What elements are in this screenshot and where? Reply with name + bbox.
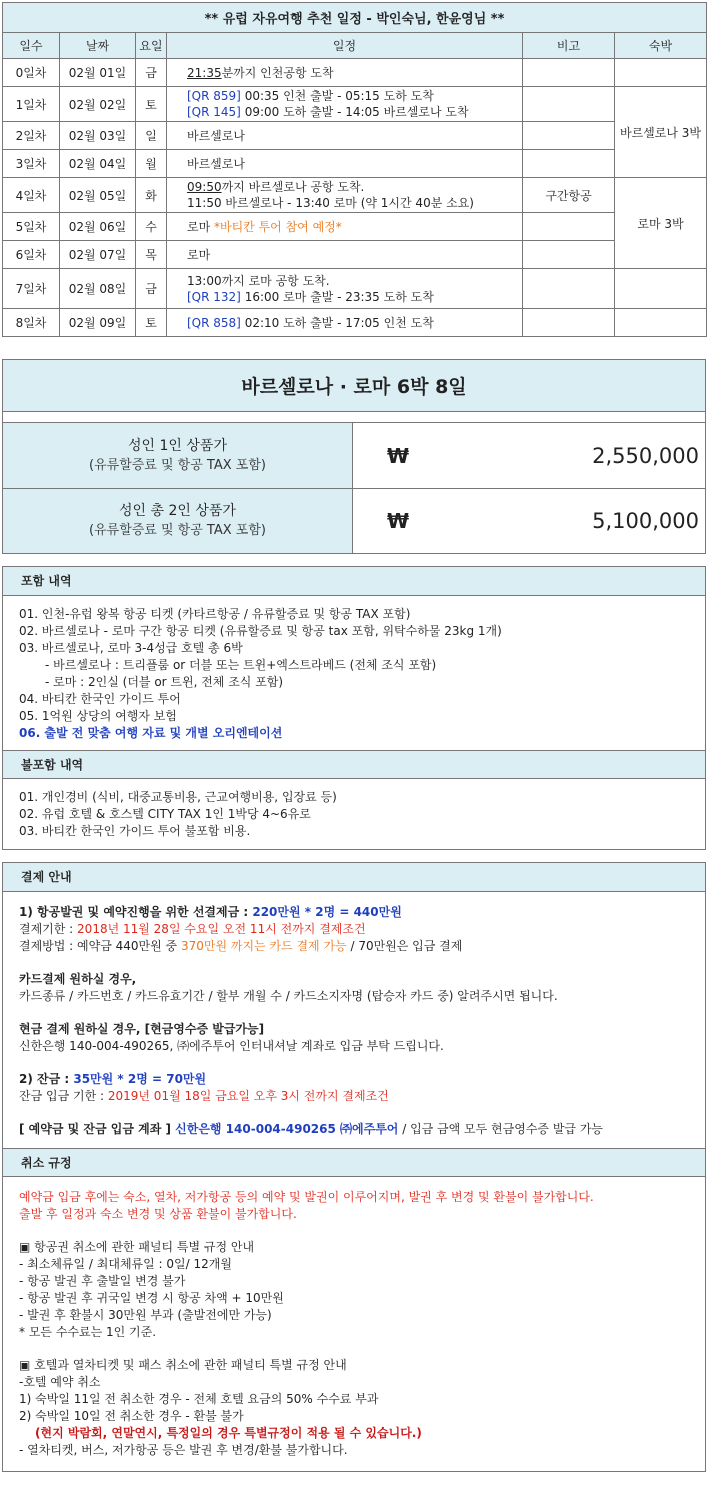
schedule-text: 00:35 인천 출발 - 05:15 도하 도착 [240,89,434,103]
cancel-heading: 취소 규정 [3,1148,705,1177]
payment-amount: 35만원 * 2명 = 70만원 [73,1072,207,1086]
payment-line [19,1121,689,1138]
date-cell: 02월 06일 [60,213,136,241]
list-item: 02. 바르셀로나 - 로마 구간 항공 티켓 (유류할증료 및 항공 tax 포함, 위탁수하물 23kg 1개) [19,624,502,638]
divider [3,412,705,423]
note-cell [523,122,615,150]
list-item: 01. 개인경비 (식비, 대중교통비용, 근교여행비용, 입장료 등) [19,790,337,804]
payment-line: 신한은행 140-004-490265, ㈜에주투어 인터내셔날 계좌로 입금 부탁 드립니다. [19,1039,444,1053]
list-item: 04. 바티칸 한국인 가이드 투어 [19,692,181,706]
cancel-line: ▣ 항공권 취소에 관한 패널티 특별 규정 안내 [19,1240,255,1254]
weekday-cell: 토 [136,309,167,337]
date-cell: 02월 07일 [60,241,136,269]
payment-amount: 220만원 * 2명 = 440만원 [252,905,402,919]
day-cell: 1일차 [3,87,60,122]
inclusions-box [2,566,706,850]
schedule-text: 02:10 도하 출발 - 17:05 인천 도착 [240,315,434,330]
list-item: - 바르셀로나 : 트리플룸 or 더블 또는 트윈+엑스트라베드 (전체 조식 포함) [45,658,437,672]
excluded-heading: 불포함 내역 [3,750,705,779]
cancel-line: - 항공 발권 후 출발일 변경 불가 [19,1274,186,1288]
price-label-main: 성인 총 2인 상품가 [119,503,236,519]
cancel-line: * 모든 수수료는 1인 기준. [19,1325,157,1339]
note-cell: 구간항공 [523,178,615,213]
flight-code: [QR 132] [187,289,241,304]
date-cell: 02월 03일 [60,122,136,150]
won-symbol: ₩ [387,509,410,533]
payment-text: / 70만원은 입금 결제 [346,939,463,953]
included-list [3,596,705,750]
stay-cell [615,269,707,309]
cancel-line: - 발권 후 환불시 30만원 부과 (출발전에만 가능) [19,1308,272,1322]
table-row [3,213,707,241]
table-row [3,269,707,309]
list-item: - 로마 : 2인실 (더블 or 트윈, 전체 조식 포함) [45,675,284,689]
weekday-cell: 일 [136,122,167,150]
price-box [2,359,706,554]
excluded-list [3,779,705,849]
flight-code: [QR 858] [187,315,241,330]
weekday-cell: 월 [136,150,167,178]
payment-text: 2) 잔금 : [19,1072,74,1086]
payment-line [19,1088,689,1105]
itinerary-title: ** 유럽 자유여행 추천 일정 - 박인숙님, 한윤영님 ** [3,3,707,33]
payment-deadline: 2019년 01월 18일 금요일 오후 3시 전까지 결제조건 [107,1089,389,1103]
payment-line: 카드종류 / 카드번호 / 카드유효기간 / 할부 개월 수 / 카드소지자명 (탑승자 카드 중) 알려주시면 됩니다. [19,989,558,1003]
day-cell: 0일차 [3,59,60,87]
day-cell: 2일차 [3,122,60,150]
note-cell [523,241,615,269]
price-row [3,488,705,553]
highlight-text: *바티칸 투어 참여 예정* [214,219,342,234]
weekday-cell: 토 [136,87,167,122]
list-item: 01. 인천-유럽 왕복 항공 티켓 (카타르항공 / 유류할증료 및 항공 TAX 포함) [19,607,411,621]
stay-cell-rome: 로마 3박 [615,178,707,269]
price-row [3,423,705,488]
cancel-line: ▣ 호텔과 열차티켓 및 패스 취소에 관한 패널티 특별 규정 안내 [19,1358,347,1372]
day-cell: 8일차 [3,309,60,337]
stay-cell [615,309,707,337]
payment-text: [ 예약금 및 잔금 입금 계좌 ] [19,1122,176,1136]
list-item: 03. 바르셀로나, 로마 3-4성급 호텔 총 6박 [19,641,243,655]
weekday-cell: 금 [136,59,167,87]
note-cell [523,59,615,87]
col-header-date: 날짜 [60,33,136,59]
cancel-line: (현지 박람회, 연말연시, 특정일의 경우 특별규정이 적용 될 수 있습니다.) [35,1426,422,1440]
won-symbol: ₩ [387,443,410,468]
payment-line [19,1071,689,1088]
col-header-stay: 숙박 [615,33,707,59]
schedule-text: 로마 [187,219,214,234]
schedule-cell: 로마 [167,241,523,269]
payment-box [2,862,706,1472]
schedule-text: 09:00 도하 출발 - 14:05 바르셀로나 도착 [240,105,469,119]
price-label-sub: (유류할증료 및 항공 TAX 포함) [89,523,266,538]
price-amount: 5,100,000 [592,509,699,533]
time-text: 09:50 [187,180,222,194]
weekday-cell: 수 [136,213,167,241]
schedule-text: 11:50 바르셀로나 - 13:40 로마 (약 1시간 40분 소요) [187,196,474,210]
price-value [353,489,705,553]
payment-line [19,904,689,921]
payment-heading: 결제 안내 [3,863,705,892]
payment-text: 결제기한 : [19,922,78,936]
cancel-line: -호텔 예약 취소 [19,1375,101,1389]
day-cell: 4일차 [3,178,60,213]
schedule-text: 분까지 인천공항 도착 [221,65,334,80]
package-title: 바르셀로나 · 로마 6박 8일 [3,360,705,412]
table-row [3,241,707,269]
price-label [3,489,353,553]
price-label-sub: (유류할증료 및 항공 TAX 포함) [89,457,266,473]
bank-account: 신한은행 140-004-490265 ㈜에주투어 [175,1122,399,1136]
date-cell: 02월 05일 [60,178,136,213]
date-cell: 02월 09일 [60,309,136,337]
payment-text: 결제방법 : 예약금 440만원 중 [19,939,181,953]
date-cell: 02월 01일 [60,59,136,87]
note-cell [523,87,615,122]
weekday-cell: 화 [136,178,167,213]
schedule-text: 까지 바르셀로나 공항 도착. [221,180,365,194]
payment-line: 카드결제 원하실 경우, [19,972,137,986]
schedule-cell: 바르셀로나 [167,150,523,178]
table-row [3,150,707,178]
schedule-cell [167,213,523,241]
schedule-text: 13:00까지 로마 공항 도착. [187,273,330,288]
included-heading: 포함 내역 [3,567,705,596]
cancel-line: 2) 숙박일 10일 전 취소한 경우 - 환불 불가 [19,1409,244,1423]
price-label-main: 성인 1인 상품가 [128,437,227,454]
payment-text: 1) 항공발권 및 예약진행을 위한 선결제금 : [19,905,253,919]
payment-line [19,938,689,955]
note-cell [523,150,615,178]
date-cell: 02월 04일 [60,150,136,178]
payment-text: / 입금 금액 모두 현금영수증 발급 가능 [398,1122,604,1136]
col-header-note: 비고 [523,33,615,59]
schedule-text: 16:00 로마 출발 - 23:35 도하 도착 [240,289,434,304]
payment-line [19,921,689,938]
price-label [3,423,353,488]
schedule-cell [167,178,523,213]
weekday-cell: 목 [136,241,167,269]
col-header-schedule: 일정 [167,33,523,59]
schedule-cell [167,59,523,87]
day-cell: 3일차 [3,150,60,178]
day-cell: 6일차 [3,241,60,269]
stay-cell [615,59,707,87]
schedule-cell [167,309,523,337]
table-row [3,178,707,213]
list-item: 05. 1억원 상당의 여행자 보험 [19,709,177,723]
price-value [353,423,705,488]
schedule-cell [167,269,523,309]
payment-deadline: 2018년 11월 28일 수요일 오전 11시 전까지 결제조건 [77,922,366,936]
stay-cell-barcelona: 바르셀로나 3박 [615,87,707,178]
cancel-line: - 열차티켓, 버스, 저가항공 등은 발권 후 변경/환불 불가합니다. [19,1443,348,1457]
weekday-cell: 금 [136,269,167,309]
payment-line: 현금 결제 원하실 경우, [현금영수증 발급가능] [19,1022,265,1036]
date-cell: 02월 02일 [60,87,136,122]
table-row [3,87,707,122]
col-header-weekday: 요일 [136,33,167,59]
cancel-body [3,1177,705,1471]
payment-card-limit: 370만원 까지는 카드 결제 가능 [180,939,347,953]
cancel-line: 출발 후 일정과 숙소 변경 및 상품 환불이 불가합니다. [19,1207,297,1221]
note-cell [523,213,615,241]
schedule-cell [167,87,523,122]
note-cell [523,269,615,309]
day-cell: 5일차 [3,213,60,241]
flight-code: [QR 859] [187,89,241,103]
cancel-line: - 최소체류일 / 최대체류일 : 0일/ 12개월 [19,1257,232,1271]
payment-body [3,892,705,1148]
table-row [3,59,707,87]
time-text: 21:35 [187,65,222,80]
table-row [3,122,707,150]
date-cell: 02월 08일 [60,269,136,309]
price-amount: 2,550,000 [592,443,699,468]
cancel-line: - 항공 발권 후 귀국일 변경 시 항공 차액 + 10만원 [19,1291,284,1305]
schedule-cell: 바르셀로나 [167,122,523,150]
payment-text: 잔금 입금 기한 : [19,1089,108,1103]
cancel-line: 1) 숙박일 11일 전 취소한 경우 - 전체 호텔 요금의 50% 수수료 부과 [19,1392,379,1406]
itinerary-table [2,2,707,337]
list-item: 06. 출발 전 맞춤 여행 자료 및 개별 오리엔테이션 [19,726,283,740]
table-row [3,309,707,337]
note-cell [523,309,615,337]
flight-code: [QR 145] [187,105,241,119]
col-header-day: 일수 [3,33,60,59]
list-item: 03. 바티칸 한국인 가이드 투어 불포함 비용. [19,824,251,838]
day-cell: 7일차 [3,269,60,309]
cancel-line: 예약금 입금 후에는 숙소, 열차, 저가항공 등의 예약 및 발권이 이루어지며, 발권 후 변경 및 환불이 불가합니다. [19,1190,594,1204]
list-item: 02. 유럽 호텔 & 호스텔 CITY TAX 1인 1박당 4~6유로 [19,807,311,821]
